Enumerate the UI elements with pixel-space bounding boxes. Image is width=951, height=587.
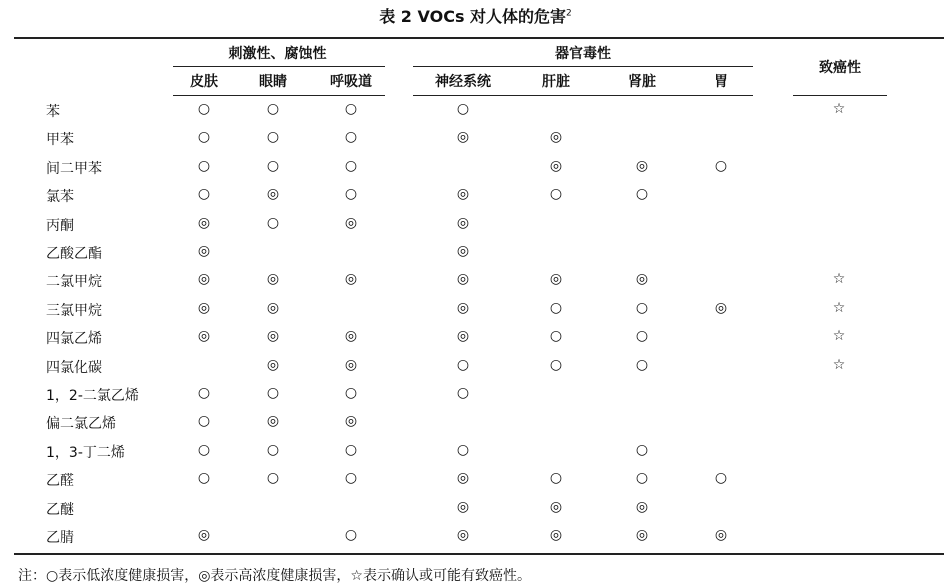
- high-concentration-double-circle-icon: ◎: [549, 271, 563, 288]
- low-concentration-circle-icon: ○: [549, 356, 563, 373]
- high-concentration-double-circle-icon: ◎: [456, 186, 470, 203]
- row-label: 间二甲苯: [46, 160, 102, 177]
- high-concentration-double-circle-icon: ◎: [197, 271, 211, 288]
- high-concentration-double-circle-icon: ◎: [456, 129, 470, 146]
- group-underline-irritation: [173, 66, 385, 67]
- bottom-rule: [14, 553, 944, 555]
- title-footnote-ref: 2: [566, 8, 572, 19]
- table-title-text: 表 2 VOCs 对人体的危害: [379, 7, 567, 26]
- high-concentration-double-circle-icon: ◎: [266, 328, 280, 345]
- high-concentration-double-circle-icon: ◎: [456, 243, 470, 259]
- low-concentration-circle-icon: ○: [197, 470, 211, 487]
- low-concentration-circle-icon: ○: [635, 356, 649, 373]
- row-label: 1，3-丁二烯: [46, 444, 125, 461]
- low-concentration-circle-icon: ○: [635, 299, 649, 316]
- low-concentration-circle-icon: ○: [197, 157, 211, 174]
- low-concentration-circle-icon: ○: [197, 441, 211, 458]
- low-concentration-circle-icon: ○: [266, 470, 280, 487]
- low-concentration-circle-icon: ○: [266, 214, 280, 231]
- high-concentration-double-circle-icon: ◎: [456, 527, 470, 543]
- low-concentration-circle-icon: ○: [344, 157, 358, 174]
- high-concentration-double-circle-icon: ◎: [197, 328, 211, 345]
- low-concentration-circle-icon: ○: [266, 157, 280, 174]
- low-concentration-circle-icon: ○: [197, 413, 211, 430]
- low-concentration-circle-icon: ○: [344, 470, 358, 487]
- row-label: 二氯甲烷: [46, 274, 102, 291]
- low-concentration-circle-icon: ○: [549, 470, 563, 487]
- row-label: 乙醛: [46, 473, 74, 490]
- low-concentration-circle-icon: ○: [266, 129, 280, 146]
- high-concentration-double-circle-icon: ◎: [456, 328, 470, 345]
- low-concentration-circle-icon: ○: [344, 441, 358, 458]
- column-header: 肾脏: [628, 74, 656, 90]
- high-concentration-double-circle-icon: ◎: [266, 271, 280, 288]
- high-concentration-double-circle-icon: ◎: [344, 413, 358, 430]
- column-header: 神经系统: [435, 74, 491, 90]
- high-concentration-double-circle-icon: ◎: [197, 243, 211, 259]
- low-concentration-circle-icon: ○: [266, 441, 280, 458]
- high-concentration-double-circle-icon: ◎: [344, 328, 358, 345]
- low-concentration-circle-icon: ○: [344, 186, 358, 203]
- row-label: 四氯化碳: [46, 359, 102, 376]
- low-concentration-circle-icon: ○: [456, 441, 470, 458]
- row-label: 四氯乙烯: [46, 331, 102, 348]
- row-label: 丙酮: [46, 217, 74, 234]
- high-concentration-double-circle-icon: ◎: [635, 271, 649, 288]
- high-concentration-double-circle-icon: ◎: [635, 498, 649, 515]
- table-note: 注：○表示低浓度健康损害，◎表示高浓度健康损害，☆表示确认或可能有致癌性。: [18, 568, 531, 584]
- column-header: 肝脏: [542, 74, 570, 90]
- low-concentration-circle-icon: ○: [266, 385, 280, 401]
- low-concentration-circle-icon: ○: [714, 470, 728, 487]
- group-underline-organ: [413, 66, 753, 67]
- row-label: 乙腈: [46, 530, 74, 546]
- low-concentration-circle-icon: ○: [197, 101, 211, 117]
- high-concentration-double-circle-icon: ◎: [714, 299, 728, 316]
- column-header: 皮肤: [190, 74, 218, 90]
- high-concentration-double-circle-icon: ◎: [456, 214, 470, 231]
- low-concentration-circle-icon: ○: [197, 129, 211, 146]
- low-concentration-circle-icon: ○: [197, 186, 211, 203]
- low-concentration-circle-icon: ○: [549, 328, 563, 345]
- row-label: 苯: [46, 104, 60, 120]
- high-concentration-double-circle-icon: ◎: [714, 527, 728, 543]
- high-concentration-double-circle-icon: ◎: [635, 527, 649, 543]
- row-label: 1，2-二氯乙烯: [46, 388, 139, 404]
- group-header-carcinogenic: 致癌性: [819, 60, 861, 76]
- row-label: 偏二氯乙烯: [46, 416, 116, 433]
- top-rule: [14, 37, 944, 39]
- header-rule-irritation: [173, 95, 385, 96]
- low-concentration-circle-icon: ○: [456, 356, 470, 373]
- low-concentration-circle-icon: ○: [344, 101, 358, 117]
- low-concentration-circle-icon: ○: [197, 385, 211, 401]
- header-rule-carcinogenic: [793, 95, 887, 96]
- high-concentration-double-circle-icon: ◎: [266, 299, 280, 316]
- high-concentration-double-circle-icon: ◎: [197, 527, 211, 543]
- row-label: 乙酸乙酯: [46, 246, 102, 262]
- table-title: [0, 4, 951, 27]
- high-concentration-double-circle-icon: ◎: [549, 129, 563, 146]
- high-concentration-double-circle-icon: ◎: [266, 413, 280, 430]
- low-concentration-circle-icon: ○: [714, 157, 728, 174]
- high-concentration-double-circle-icon: ◎: [197, 299, 211, 316]
- low-concentration-circle-icon: ○: [635, 186, 649, 203]
- high-concentration-double-circle-icon: ◎: [266, 186, 280, 203]
- high-concentration-double-circle-icon: ◎: [197, 214, 211, 231]
- carcinogenic-star-icon: ☆: [832, 299, 846, 316]
- high-concentration-double-circle-icon: ◎: [344, 214, 358, 231]
- row-label: 甲苯: [46, 132, 74, 149]
- row-label: 氯苯: [46, 189, 74, 206]
- low-concentration-circle-icon: ○: [549, 186, 563, 203]
- header-rule-organ: [413, 95, 753, 96]
- high-concentration-double-circle-icon: ◎: [549, 157, 563, 174]
- high-concentration-double-circle-icon: ◎: [266, 356, 280, 373]
- low-concentration-circle-icon: ○: [635, 441, 649, 458]
- carcinogenic-star-icon: ☆: [832, 356, 846, 373]
- column-header: 呼吸道: [330, 74, 372, 90]
- low-concentration-circle-icon: ○: [635, 470, 649, 487]
- high-concentration-double-circle-icon: ◎: [456, 498, 470, 515]
- row-label: 乙醚: [46, 501, 74, 518]
- high-concentration-double-circle-icon: ◎: [456, 299, 470, 316]
- group-header-organ-toxicity: 器官毒性: [555, 46, 611, 62]
- group-header-irritation: 刺激性、腐蚀性: [228, 46, 327, 62]
- column-header: 胃: [714, 74, 728, 90]
- high-concentration-double-circle-icon: ◎: [344, 356, 358, 373]
- low-concentration-circle-icon: ○: [344, 129, 358, 146]
- carcinogenic-star-icon: ☆: [832, 271, 846, 288]
- low-concentration-circle-icon: ○: [344, 385, 358, 401]
- high-concentration-double-circle-icon: ◎: [456, 271, 470, 288]
- high-concentration-double-circle-icon: ◎: [549, 527, 563, 543]
- carcinogenic-star-icon: ☆: [832, 101, 846, 117]
- high-concentration-double-circle-icon: ◎: [635, 157, 649, 174]
- low-concentration-circle-icon: ○: [456, 385, 470, 401]
- high-concentration-double-circle-icon: ◎: [344, 271, 358, 288]
- high-concentration-double-circle-icon: ◎: [549, 498, 563, 515]
- high-concentration-double-circle-icon: ◎: [456, 470, 470, 487]
- column-header: 眼睛: [259, 74, 287, 90]
- carcinogenic-star-icon: ☆: [832, 328, 846, 345]
- low-concentration-circle-icon: ○: [549, 299, 563, 316]
- row-label: 三氯甲烷: [46, 302, 102, 319]
- low-concentration-circle-icon: ○: [344, 527, 358, 543]
- low-concentration-circle-icon: ○: [456, 101, 470, 117]
- low-concentration-circle-icon: ○: [266, 101, 280, 117]
- low-concentration-circle-icon: ○: [635, 328, 649, 345]
